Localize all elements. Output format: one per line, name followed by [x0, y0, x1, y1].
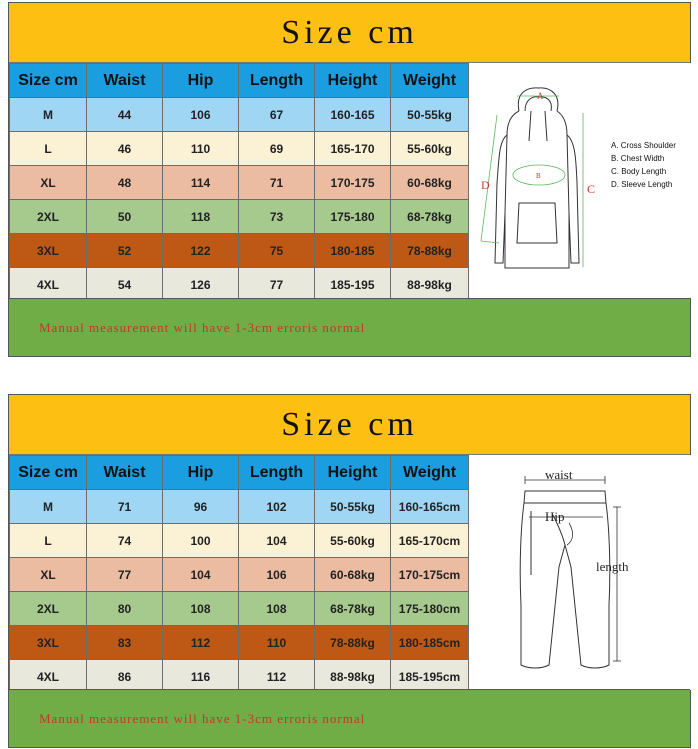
cell-hip: 122 — [163, 234, 239, 268]
cell-size: L — [10, 132, 87, 166]
cell-hip: 112 — [163, 626, 239, 660]
table-row — [10, 200, 469, 234]
cell-length: 106 — [239, 558, 315, 592]
pants-size-chart — [8, 394, 691, 748]
cell-hip: 100 — [163, 524, 239, 558]
cell-height: 78-88kg — [315, 626, 391, 660]
pants-diagram — [469, 455, 691, 690]
cell-weight: 78-88kg — [391, 234, 469, 268]
header-size: Size cm — [10, 456, 87, 490]
header-length: Length — [239, 456, 315, 490]
table-row — [10, 592, 469, 626]
cell-size: XL — [10, 558, 87, 592]
header-waist: Waist — [87, 64, 163, 98]
cell-height: 88-98kg — [315, 660, 391, 694]
header-size: Size cm — [10, 64, 87, 98]
cell-waist: 48 — [87, 166, 163, 200]
header-height: Height — [315, 64, 391, 98]
table-header-row — [10, 64, 469, 98]
header-length: Length — [239, 64, 315, 98]
cell-weight: 170-175cm — [391, 558, 469, 592]
header-waist: Waist — [87, 456, 163, 490]
cell-length: 69 — [239, 132, 315, 166]
label-d: D — [481, 178, 490, 192]
label-hip: Hip — [545, 509, 565, 524]
cell-length: 108 — [239, 592, 315, 626]
cell-weight: 60-68kg — [391, 166, 469, 200]
cell-weight: 50-55kg — [391, 98, 469, 132]
hoodie-illustration — [469, 63, 609, 298]
table-row — [10, 98, 469, 132]
cell-weight: 180-185cm — [391, 626, 469, 660]
pants-size-table-wrap — [9, 455, 468, 694]
hoodie-note: Manual measurement will have 1-3cm erroris normal — [9, 298, 690, 356]
cell-length: 75 — [239, 234, 315, 268]
cell-waist: 46 — [87, 132, 163, 166]
cell-height: 68-78kg — [315, 592, 391, 626]
table-row — [10, 524, 469, 558]
cell-weight: 175-180cm — [391, 592, 469, 626]
cell-weight: 160-165cm — [391, 490, 469, 524]
cell-waist: 50 — [87, 200, 163, 234]
cell-length: 73 — [239, 200, 315, 234]
cell-size: 3XL — [10, 234, 87, 268]
cell-height: 165-170 — [315, 132, 391, 166]
cell-size: 2XL — [10, 200, 87, 234]
cell-waist: 83 — [87, 626, 163, 660]
hoodie-size-table — [9, 63, 469, 302]
cell-size: M — [10, 98, 87, 132]
cell-waist: 86 — [87, 660, 163, 694]
cell-height: 185-195 — [315, 268, 391, 302]
hoodie-chart-title: Size cm — [9, 3, 690, 63]
cell-hip: 96 — [163, 490, 239, 524]
cell-height: 160-165 — [315, 98, 391, 132]
cell-waist: 77 — [87, 558, 163, 592]
cell-hip: 116 — [163, 660, 239, 694]
cell-height: 55-60kg — [315, 524, 391, 558]
cell-size: M — [10, 490, 87, 524]
cell-weight: 88-98kg — [391, 268, 469, 302]
cell-height: 60-68kg — [315, 558, 391, 592]
cell-size: XL — [10, 166, 87, 200]
header-hip: Hip — [163, 456, 239, 490]
label-a: A — [537, 91, 544, 101]
pants-note: Manual measurement will have 1-3cm erroris normal — [9, 689, 690, 747]
table-row — [10, 268, 469, 302]
cell-hip: 104 — [163, 558, 239, 592]
cell-hip: 110 — [163, 132, 239, 166]
cell-weight: 68-78kg — [391, 200, 469, 234]
cell-height: 50-55kg — [315, 490, 391, 524]
cell-length: 71 — [239, 166, 315, 200]
cell-weight: 165-170cm — [391, 524, 469, 558]
cell-weight: 55-60kg — [391, 132, 469, 166]
cell-hip: 108 — [163, 592, 239, 626]
pants-size-table — [9, 455, 469, 694]
cell-size: L — [10, 524, 87, 558]
cell-height: 170-175 — [315, 166, 391, 200]
cell-height: 175-180 — [315, 200, 391, 234]
cell-waist: 74 — [87, 524, 163, 558]
header-height: Height — [315, 456, 391, 490]
table-header-row — [10, 456, 469, 490]
cell-hip: 106 — [163, 98, 239, 132]
hoodie-legend — [611, 139, 676, 191]
label-c: C — [587, 182, 596, 196]
header-hip: Hip — [163, 64, 239, 98]
table-row — [10, 166, 469, 200]
legend-item: C. Body Length — [611, 167, 667, 176]
cell-length: 110 — [239, 626, 315, 660]
cell-waist: 44 — [87, 98, 163, 132]
table-row — [10, 132, 469, 166]
cell-height: 180-185 — [315, 234, 391, 268]
cell-weight: 185-195cm — [391, 660, 469, 694]
cell-hip: 114 — [163, 166, 239, 200]
table-row — [10, 558, 469, 592]
cell-size: 4XL — [10, 660, 87, 694]
hoodie-size-table-wrap — [9, 63, 468, 302]
cell-waist: 80 — [87, 592, 163, 626]
cell-waist: 52 — [87, 234, 163, 268]
pants-chart-title: Size cm — [9, 395, 690, 455]
legend-item: D. Sleeve Length — [611, 180, 673, 189]
cell-waist: 54 — [87, 268, 163, 302]
cell-length: 102 — [239, 490, 315, 524]
cell-length: 77 — [239, 268, 315, 302]
cell-hip: 118 — [163, 200, 239, 234]
cell-size: 2XL — [10, 592, 87, 626]
table-row — [10, 626, 469, 660]
label-b: B — [536, 172, 541, 180]
legend-item: A. Cross Shoulder — [611, 141, 676, 150]
legend-item: B. Chest Width — [611, 154, 665, 163]
cell-length: 67 — [239, 98, 315, 132]
label-length: length — [596, 559, 629, 574]
label-waist: waist — [545, 467, 573, 482]
hoodie-diagram — [469, 63, 691, 298]
pants-illustration — [469, 455, 691, 690]
cell-length: 112 — [239, 660, 315, 694]
cell-length: 104 — [239, 524, 315, 558]
cell-size: 4XL — [10, 268, 87, 302]
cell-hip: 126 — [163, 268, 239, 302]
header-weight: Weight — [391, 64, 469, 98]
hoodie-size-chart — [8, 2, 691, 357]
cell-size: 3XL — [10, 626, 87, 660]
table-row — [10, 490, 469, 524]
header-weight: Weight — [391, 456, 469, 490]
table-row — [10, 234, 469, 268]
cell-waist: 71 — [87, 490, 163, 524]
